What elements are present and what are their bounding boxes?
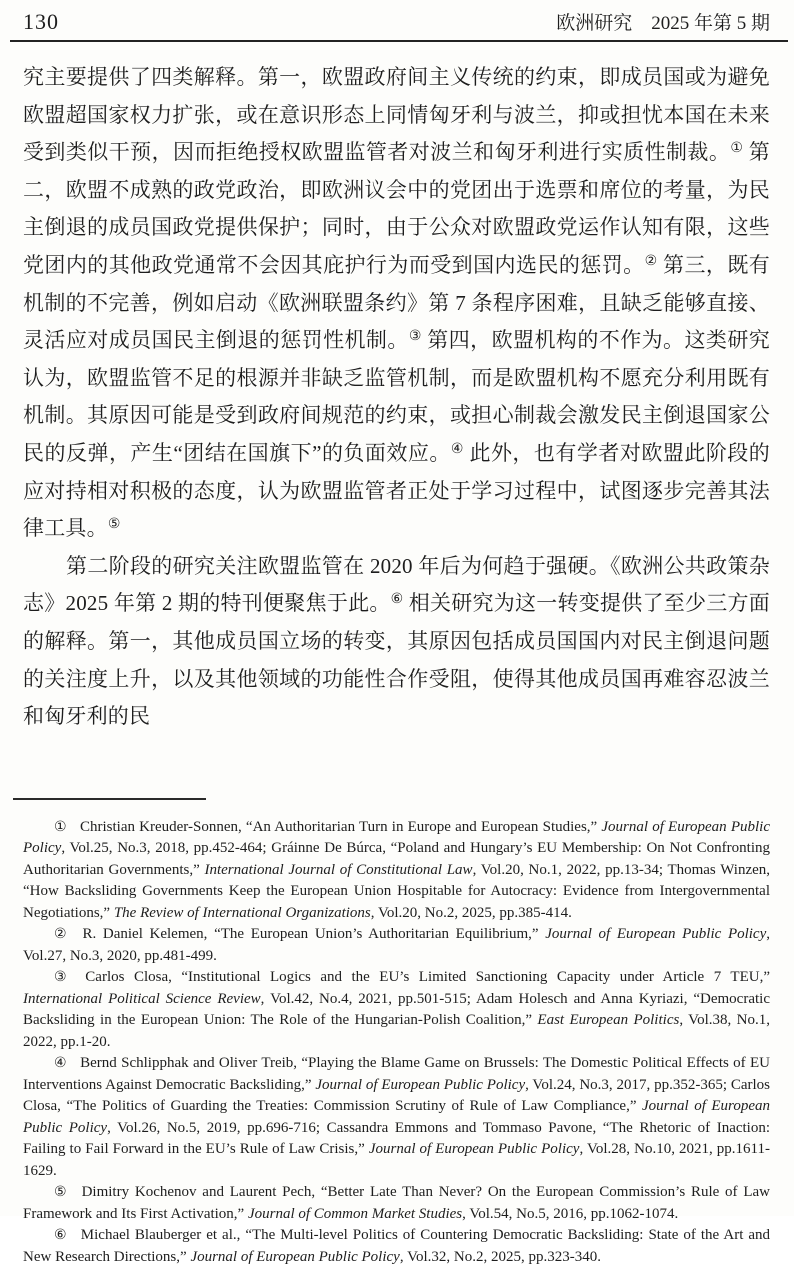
footnote-reference-marker: ④: [450, 440, 464, 457]
body-text-run: 第三，既有机制的不完善，例如启动《欧洲联盟条约》第 7 条程序困难，且缺乏能够直接、灵活应对成员国民主倒退的惩罚性机制。: [23, 252, 770, 353]
body-text-run: 究主要提供了四类解释。第一，欧盟政府间主义传统的约束，即成员国或为避免欧盟超国家权力扩张，或在意识形态上同情匈牙利与波兰，抑或担忧本国在未来受到类似干预，因而拒绝授权欧盟监管者对波兰和匈牙利进行实质性制裁。: [23, 65, 770, 165]
footnote-text-run: Michael Blauberger et al., “The Multi-level Politics of Countering Democratic Backsliding: State of the Art and New Research Directions,”: [23, 1227, 770, 1265]
footnote-number-marker: ④: [54, 1055, 68, 1072]
footnote-text-run: , Vol.32, No.2, 2025, pp.323-340.: [399, 1248, 601, 1265]
footnote-reference-marker: ①: [730, 140, 744, 157]
footnote-text-run: Dimitry Kochenov and Laurent Pech, “Better Late Than Never? On the European Commission’s Rule of Law Framework and Its First Activation,”: [23, 1184, 770, 1222]
header-rule: [10, 40, 788, 42]
article-body: [23, 59, 770, 736]
footnote-item: [23, 967, 770, 1053]
footnote-reference-marker: ③: [408, 328, 422, 345]
journal-name-italic: Journal of European Public Policy: [190, 1248, 400, 1265]
footnote-text-run: , Vol.26, No.5, 2019, pp.696-716; Cassandra Emmons and Tommaso Pavone, “The Rhetoric of Inaction: Failing to Fail Forward in the EU’s Rule of Law Crisis,”: [23, 1119, 771, 1158]
journal-name-italic: Journal of European Public Policy: [315, 1076, 526, 1093]
footnote-text-run: , Vol.54, No.5, 2016, pp.1062-1074.: [462, 1205, 679, 1222]
footnote-item: [23, 924, 770, 967]
footnote-text-run: , Vol.24, No.3, 2017, pp.352-365; Carlos Closa, “The Politics of Guarding the Treaties: Commission Scrutiny of Rule of Law Compliance,”: [23, 1076, 770, 1115]
body-text-run: 此外，也有学者对欧盟此阶段的应对持相对积极的态度，认为欧盟监管者正处于学习过程中，试图逐步完善其法律工具。: [23, 440, 770, 541]
journal-name-italic: Journal of European Public Policy: [368, 1141, 580, 1158]
body-text-run: 相关研究为这一转变提供了至少三方面的解释。第一，其他成员国立场的转变，其原因包括成员国国内对民主倒退问题的关注度上升，以及其他领域的功能性合作受阻，使得其他成员国再难容忍波兰和匈牙利的民: [23, 591, 770, 729]
footnote-number-marker: ②: [54, 926, 70, 943]
body-text-run: 第二阶段的研究关注欧盟监管在 2020 年后为何趋于强硬。《欧洲公共政策杂志》2025 年第 2 期的特刊便聚焦于此。: [23, 553, 770, 616]
footnotes-section: [23, 817, 770, 1268]
journal-name-italic: Journal of European Public Policy: [23, 818, 770, 857]
footnote-text-run: Bernd Schlipphak and Oliver Treib, “Playing the Blame Game on Brussels: The Domestic Political Effects of EU Interventions Against Democratic Backsliding,”: [23, 1055, 770, 1093]
footnote-text-run: , Vol.20, No.2, 2025, pp.385-414.: [370, 904, 572, 921]
footnote-number-marker: ③: [54, 969, 73, 986]
journal-issue-title: 欧洲研究 2025 年第 5 期: [556, 13, 770, 34]
footnote-text-run: Carlos Closa, “Institutional Logics and the EU’s Limited Sanctioning Capacity under Article 7 TEU,”: [85, 969, 770, 986]
footnote-text-run: , Vol.20, No.1, 2022, pp.13-34; Thomas Winzen, “How Backsliding Governments Keep the European Union Hospitable for Autocracy: Evidence from Intergovernmental Negotiations,”: [23, 861, 771, 921]
footnote-number-marker: ①: [54, 818, 67, 835]
journal-name-italic: Journal of Common Market Studies: [247, 1205, 463, 1222]
journal-name-italic: Journal of European Public Policy: [23, 1098, 770, 1136]
body-text-run: 第二，欧盟不成熟的政党政治，即欧洲议会中的党团出于选票和席位的考量，为民主倒退的成员国政党提供保护；同时，由于公众对欧盟政党运作认知有限，这些党团内的其他政党通常不会因其庇护行为而受到国内选民的惩罚。: [23, 140, 770, 277]
footnote-number-marker: ⑤: [54, 1184, 69, 1201]
body-text-run: 第四，欧盟机构的不作为。这类研究认为，欧盟监管不足的根源并非缺乏监管机制，而是欧盟机构不愿充分利用既有机制。其原因可能是受到政府间规范的约束，或担心制裁会激发民主倒退国家公民的反弹，产生“团结在国旗下”的负面效应。: [23, 328, 770, 465]
footnote-item: [23, 1225, 770, 1268]
journal-name-italic: Journal of European Public Policy: [545, 926, 767, 943]
footnote-text-run: , Vol.38, No.1, 2022, pp.1-20.: [23, 1012, 770, 1050]
footnote-separator-rule: [13, 798, 206, 800]
footnote-reference-marker: ⑥: [390, 591, 404, 608]
footnote-text-run: , Vol.25, No.3, 2018, pp.452-464; Gráinne De Búrca, “Poland and Hungary’s EU Membership: On Not Confronting Authoritarian Governments,”: [23, 840, 770, 878]
footnote-reference-marker: ⑤: [107, 516, 121, 533]
body-paragraph: [23, 548, 770, 736]
journal-name-italic: International Political Science Review: [23, 990, 261, 1007]
footnote-text-run: , Vol.42, No.4, 2021, pp.501-515; Adam Holesch and Anna Kyriazi, “Democratic Backsliding in the European Union: The Role of the Hungarian-Polish Coalition,”: [23, 990, 770, 1029]
footnote-item: [23, 1053, 770, 1182]
page-header: [23, 8, 770, 36]
footnote-item: [23, 817, 770, 925]
footnote-number-marker: ⑥: [54, 1227, 68, 1244]
journal-name-italic: International Journal of Constitutional Law: [204, 861, 473, 878]
journal-name-italic: East European Politics: [537, 1012, 680, 1029]
footnote-text-run: , Vol.28, No.10, 2021, pp.1611-1629.: [23, 1141, 770, 1179]
footnote-reference-marker: ②: [644, 252, 658, 269]
footnote-item: [23, 1182, 770, 1225]
footnote-text-run: Christian Kreuder-Sonnen, “An Authoritarian Turn in Europe and European Studies,”: [79, 818, 602, 835]
journal-name-italic: The Review of International Organizations: [113, 904, 371, 921]
body-paragraph: [23, 59, 770, 548]
footnote-text-run: , Vol.27, No.3, 2020, pp.481-499.: [23, 926, 771, 964]
page-number: 130: [23, 9, 59, 34]
footnote-text-run: R. Daniel Kelemen, “The European Union’s Authoritarian Equilibrium,”: [82, 926, 546, 943]
